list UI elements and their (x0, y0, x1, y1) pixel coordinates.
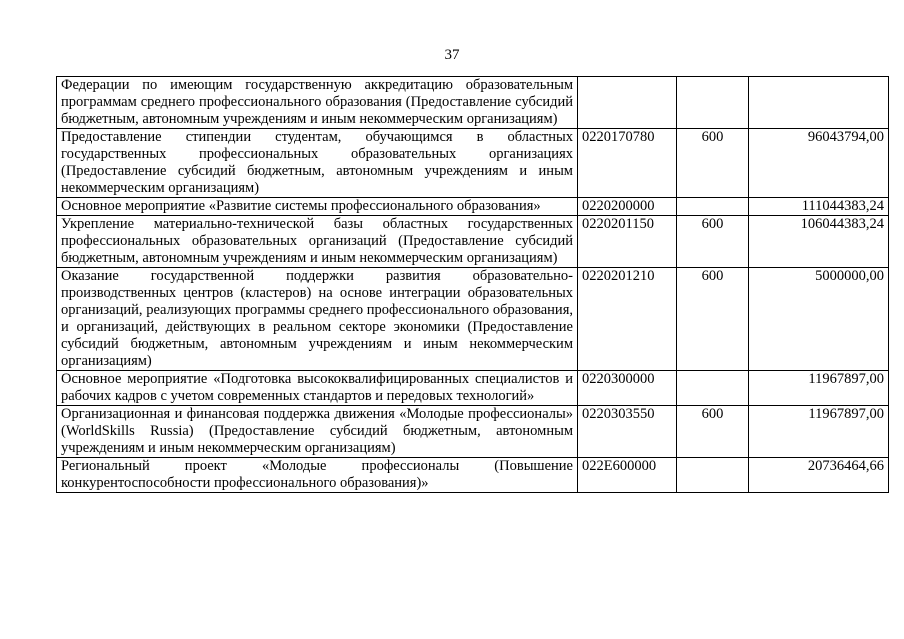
row-name-cell: Федерации по имеющим государственную аккредитацию образовательным программам среднего профессионального образования (Предоставление субсидий бюджетным, автономным учреждениям и иным некоммерческим организациям) (57, 77, 578, 129)
row-code-cell: 022E600000 (578, 458, 677, 493)
row-code-cell: 0220303550 (578, 406, 677, 458)
row-type-cell: 600 (677, 129, 749, 198)
row-type-cell: 600 (677, 406, 749, 458)
row-name-cell: Оказание государственной поддержки развития образовательно-производственных центров (кластеров) на основе интеграции образовательных организаций, реализующих программы среднего профессионального образования, и организаций, действующих в реальном секторе экономики (Предоставление субсидий бюджетным, автономным учреждениям и иным некоммерческим организациям) (57, 268, 578, 371)
row-amount-cell (749, 77, 889, 129)
row-type-cell (677, 371, 749, 406)
table-row (57, 371, 889, 406)
row-type-cell: 600 (677, 216, 749, 268)
row-amount-cell: 111044383,24 (749, 198, 889, 216)
row-amount-cell: 20736464,66 (749, 458, 889, 493)
row-name-cell: Предоставление стипендии студентам, обучающимся в областных государственных профессиональных образовательных организациях (Предоставление субсидий бюджетным, автономным учреждениям и иным некоммерческим организациям) (57, 129, 578, 198)
row-name-cell: Основное мероприятие «Развитие системы профессионального образования» (57, 198, 578, 216)
row-type-cell (677, 77, 749, 129)
row-name-cell: Региональный проект «Молодые профессионалы (Повышение конкурентоспособности профессионального образования)» (57, 458, 578, 493)
row-type-cell (677, 198, 749, 216)
table-row (57, 198, 889, 216)
row-name-cell: Организационная и финансовая поддержка движения «Молодые профессионалы» (WorldSkills Russia) (Предоставление субсидий бюджетным, автономным учреждениям и иным некоммерческим организациям) (57, 406, 578, 458)
row-code-cell: 0220200000 (578, 198, 677, 216)
row-amount-cell: 5000000,00 (749, 268, 889, 371)
row-amount-cell: 11967897,00 (749, 371, 889, 406)
row-amount-cell: 11967897,00 (749, 406, 889, 458)
table-row (57, 458, 889, 493)
row-type-cell: 600 (677, 268, 749, 371)
row-code-cell (578, 77, 677, 129)
row-amount-cell: 106044383,24 (749, 216, 889, 268)
row-type-cell (677, 458, 749, 493)
table-row (57, 216, 889, 268)
table-row (57, 268, 889, 371)
budget-table (56, 76, 889, 493)
row-code-cell: 0220201150 (578, 216, 677, 268)
row-name-cell: Укрепление материально-технической базы областных государственных профессиональных образовательных организаций (Предоставление субсидий бюджетным, автономным учреждениям и иным некоммерческим организациям) (57, 216, 578, 268)
page-number: 37 (444, 47, 460, 63)
row-code-cell: 0220300000 (578, 371, 677, 406)
row-name-cell: Основное мероприятие «Подготовка высококвалифицированных специалистов и рабочих кадров с учетом современных стандартов и передовых технологий» (57, 371, 578, 406)
row-amount-cell: 96043794,00 (749, 129, 889, 198)
row-code-cell: 0220170780 (578, 129, 677, 198)
row-code-cell: 0220201210 (578, 268, 677, 371)
table-row (57, 129, 889, 198)
table-row (57, 406, 889, 458)
table-row (57, 77, 889, 129)
